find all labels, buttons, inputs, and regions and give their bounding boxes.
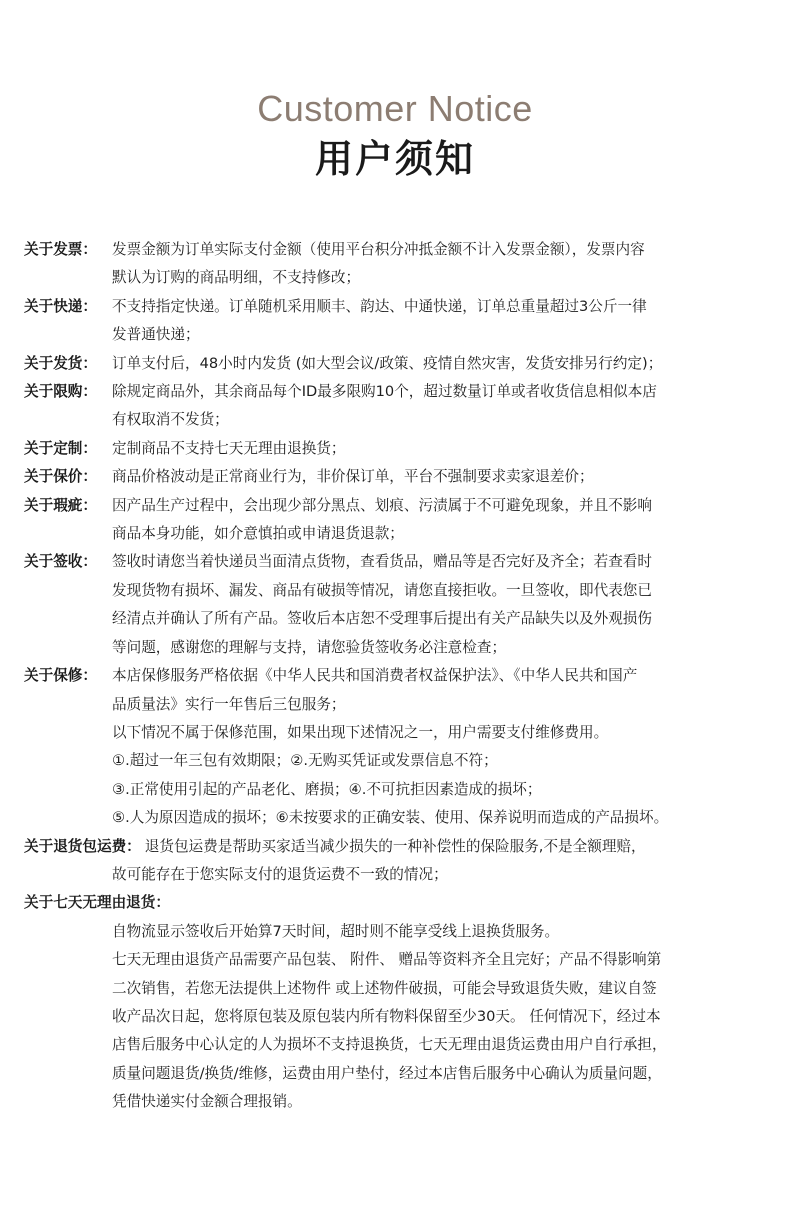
notice-line: 除规定商品外，其余商品每个ID最多限购10个，超过数量订单或者收货信息相似本店: [112, 383, 657, 401]
notice-return-shipping-insurance: [24, 833, 774, 890]
notice-line: ⑤.人为原因造成的损坏；⑥未按要求的正确安装、使用、保养说明而造成的产品损坏。: [112, 809, 669, 827]
notice-line: 等问题，感谢您的理解与支持，请您验货签收务必注意检查；: [112, 638, 507, 656]
notice-line: 经清点并确认了所有产品。签收后本店恕不受理事后提出有关产品缺失以及外观损伤: [112, 610, 652, 628]
notice-label: 关于签收：: [24, 553, 97, 571]
notice-line: 发票金额为订单实际支付金额（使用平台积分冲抵金额不计入发票金额），发票内容: [112, 241, 645, 258]
notice-label: 关于限购：: [24, 383, 97, 401]
notice-invoice: [24, 236, 774, 293]
notice-label: 关于定制：: [24, 439, 97, 457]
notice-line: 质量问题退货/换货/维修，运费由用户垫付，经过本店售后服务中心确认为质量问题，: [112, 1064, 662, 1082]
notice-line: 发现货物有损坏、漏发、商品有破损等情况，请您直接拒收。一旦签收，即代表您已: [112, 581, 652, 599]
notice-line: 商品价格波动是正常商业行为，非价保订单，平台不强制要求卖家退差价；: [112, 468, 594, 486]
notice-line: 收产品次日起，您将原包装及原包装内所有物料保留至少30天。 任何情况下，经过本: [112, 1007, 661, 1025]
notice-line: 自物流显示签收后开始算7天时间，超时则不能享受线上退换货服务。: [112, 922, 560, 940]
notice-warranty: [24, 662, 774, 832]
notice-line: 以下情况不属于保修范围，如果出现下述情况之一，用户需要支付维修费用。: [112, 723, 609, 741]
notice-label: 关于保修：: [24, 667, 97, 685]
notice-list: [24, 236, 774, 1117]
notice-label: 关于瑕疵：: [24, 496, 97, 514]
notice-line: ③.正常使用引起的产品老化、磨损；④.不可抗拒因素造成的损坏；: [112, 780, 542, 798]
notice-line: ①.超过一年三包有效期限；②.无购买凭证或发票信息不符；: [112, 752, 498, 770]
notice-custom: [24, 435, 774, 463]
title-chinese: 用户须知: [314, 137, 475, 181]
title-english: Customer Notice: [257, 88, 533, 129]
notice-line: 本店保修服务严格依据《中华人民共和国消费者权益保护法》、《中华人民共和国产: [112, 667, 638, 685]
notice-line: 不支持指定快递。订单随机采用顺丰、韵达、中通快递，订单总重量超过3公斤一律: [112, 297, 647, 315]
notice-line: 凭借快递实付金额合理报销。: [112, 1093, 302, 1111]
notice-line: 退货包运费是帮助买家适当减少损失的一种补偿性的保险服务,不是全额理赔，: [144, 837, 646, 855]
notice-line: 故可能存在于您实际支付的退货运费不一致的情况；: [112, 865, 448, 883]
notice-label: 关于保价：: [24, 468, 97, 486]
notice-price-protection: [24, 463, 774, 491]
notice-line: 商品本身功能，如介意慎拍或申请退货退款；: [112, 525, 404, 543]
notice-purchase-limit: [24, 378, 774, 435]
notice-line: 有权取消不发货；: [112, 411, 229, 429]
notice-label: 关于发货：: [24, 354, 97, 372]
notice-dispatch: [24, 350, 774, 378]
notice-line: 默认为订购的商品明细，不支持修改；: [112, 269, 361, 287]
notice-seven-day-return: [24, 889, 774, 1116]
notice-line: 订单支付后，48小时内发货 (如大型会议/政策、疫情自然灾害，发货安排另行约定)；: [112, 354, 663, 372]
notice-shipping-carrier: [24, 293, 774, 350]
notice-line: 店售后服务中心认定的人为损坏不支持退换货，七天无理由退货运费由用户自行承担，: [112, 1036, 667, 1054]
notice-line: 定制商品不支持七天无理由退换货；: [112, 439, 346, 457]
notice-label: 关于快递：: [24, 297, 97, 315]
notice-signing: [24, 548, 774, 662]
notice-line: 品质量法》实行一年售后三包服务；: [112, 695, 346, 713]
header: [0, 88, 790, 182]
notice-line: 二次销售，若您无法提供上述物件 或上述物件破损，可能会导致退货失败，建议自签: [112, 979, 657, 997]
notice-defects: [24, 492, 774, 549]
notice-line: 发普通快递；: [112, 326, 200, 344]
notice-line: 签收时请您当着快递员当面清点货物，查看货品，赠品等是否完好及齐全；若查看时: [112, 553, 652, 571]
notice-label: 关于七天无理由退货：: [24, 894, 170, 912]
notice-label: 关于发票：: [24, 241, 97, 258]
notice-line: 因产品生产过程中，会出现少部分黑点、划痕、污渍属于不可避免现象，并且不影响: [112, 496, 652, 514]
notice-line: 七天无理由退货产品需要产品包装、 附件、 赠品等资料齐全且完好；产品不得影响第: [112, 951, 662, 969]
notice-label: 关于退货包运费：: [24, 837, 141, 855]
